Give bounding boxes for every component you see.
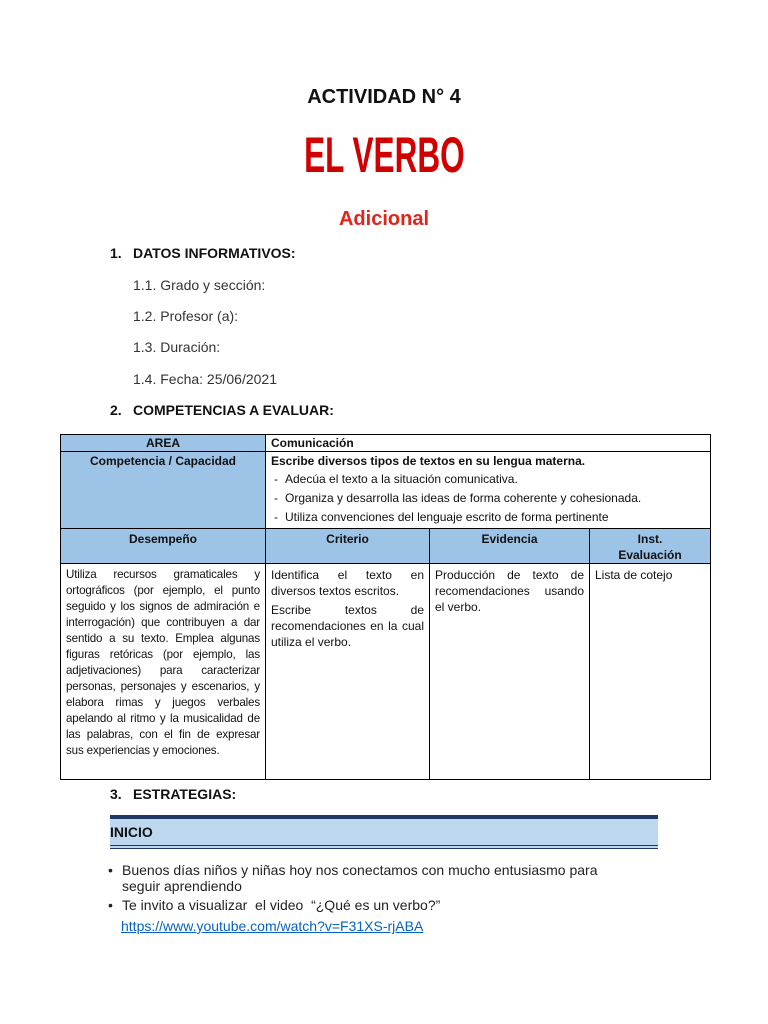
section-number: 3. (110, 786, 122, 802)
datos-item-profesor: 1.2. Profesor (a): (133, 308, 239, 324)
capacidades-list (271, 470, 705, 527)
table-header-row (61, 529, 711, 564)
section-number: 1. (110, 245, 122, 261)
bullet-text: Buenos días niños y niñas hoy nos conectamos con mucho entusiasmo para seguir aprendiendo (122, 862, 602, 894)
section-heading-datos (110, 245, 296, 261)
dash-marker: - (274, 491, 278, 505)
activity-number: ACTIVIDAD N° 4 (307, 86, 461, 108)
header-evidencia-cell (430, 529, 590, 564)
list-item (271, 470, 705, 489)
desempeno-cell (61, 564, 266, 780)
video-link[interactable]: https://www.youtube.com/watch?v=F31XS-rjABA (121, 918, 424, 934)
capacidad-text: Adecúa el texto a la situación comunicativa. (285, 472, 518, 486)
header-instrumento-line1: Inst. (637, 532, 663, 546)
list-item (271, 489, 705, 508)
inicio-section-bar (110, 815, 658, 849)
area-label-cell (61, 435, 266, 452)
page-subtitle: Adicional (338, 208, 429, 230)
list-item (108, 897, 634, 913)
section-title: DATOS INFORMATIVOS: (133, 245, 296, 261)
evidencia-text: Producción de texto de recomendaciones usando el verbo. (435, 568, 584, 614)
bullet-text: Te invito a visualizar el video “¿Qué es un verbo?” (122, 897, 441, 913)
table-row-area (61, 435, 711, 452)
area-value-cell (266, 435, 711, 452)
datos-item-fecha: 1.4. Fecha: 25/06/2021 (133, 371, 277, 387)
criterio-content (271, 564, 424, 650)
instrumento-cell (590, 564, 711, 780)
competencia-title: Escribe diversos tipos de textos en su lengua materna. (271, 454, 586, 468)
table-row (61, 564, 711, 780)
dash-marker: - (274, 510, 278, 524)
header-desempeno: Desempeño (128, 532, 198, 546)
bullet-icon: • (108, 862, 113, 878)
header-instrumento-line2: Evaluación (618, 548, 682, 562)
instrumento-text: Lista de cotejo (595, 568, 673, 582)
evidencia-cell (430, 564, 590, 780)
datos-item-duracion: 1.3. Duración: (133, 339, 221, 355)
bullet-icon: • (108, 897, 113, 913)
criterio-text: Identifica el texto en diversos textos escritos. (271, 568, 424, 598)
competencias-table (60, 434, 711, 780)
capacidad-text: Utiliza convenciones del lenguaje escrito de forma pertinente (285, 510, 609, 524)
page-title (0, 127, 768, 183)
list-item (271, 508, 705, 527)
area-value: Comunicación (271, 436, 354, 450)
page-title-text: EL VERBO (303, 127, 465, 183)
header-evidencia: Evidencia (481, 532, 538, 546)
datos-item-grado: 1.1. Grado y sección: (133, 277, 266, 293)
competencia-label: Competencia / Capacidad (89, 454, 237, 468)
section-heading-estrategias (110, 786, 236, 802)
table-row-competencia (61, 452, 711, 529)
section-title: ESTRATEGIAS: (133, 786, 237, 802)
inicio-label: INICIO (110, 824, 153, 840)
header-desempeno-cell (61, 529, 266, 564)
section-heading-competencias (110, 402, 334, 418)
section-number: 2. (110, 402, 122, 418)
header-instrumento-cell (590, 529, 711, 564)
header-criterio-cell (266, 529, 430, 564)
criterio-text: Escribe textos de recomendaciones en la cual utiliza el verbo. (271, 603, 424, 649)
competencia-label-cell (61, 452, 266, 529)
header-criterio: Criterio (326, 532, 369, 546)
competencia-value-cell (266, 452, 711, 529)
list-item (108, 862, 634, 894)
section-title: COMPETENCIAS A EVALUAR: (133, 402, 334, 418)
capacidad-text: Organiza y desarrolla las ideas de forma coherente y cohesionada. (285, 491, 642, 505)
dash-marker: - (274, 472, 278, 486)
area-label: AREA (145, 436, 180, 450)
criterio-cell (266, 564, 430, 780)
desempeno-text: Utiliza recursos gramaticales y ortográficos (por ejemplo, el punto seguido y los signos de admiración e interrogación) que contribuyen a dar sentido a su texto. Emplea algunas figuras retóricas (por ejemplo, las adjetivaciones) para caracterizar personas, personajes y escenarios, y elabora rimas y juegos verbales apelando al ritmo y la musicalidad de las palabras, con el fin de expresar sus experiencias y emociones. (66, 568, 260, 757)
